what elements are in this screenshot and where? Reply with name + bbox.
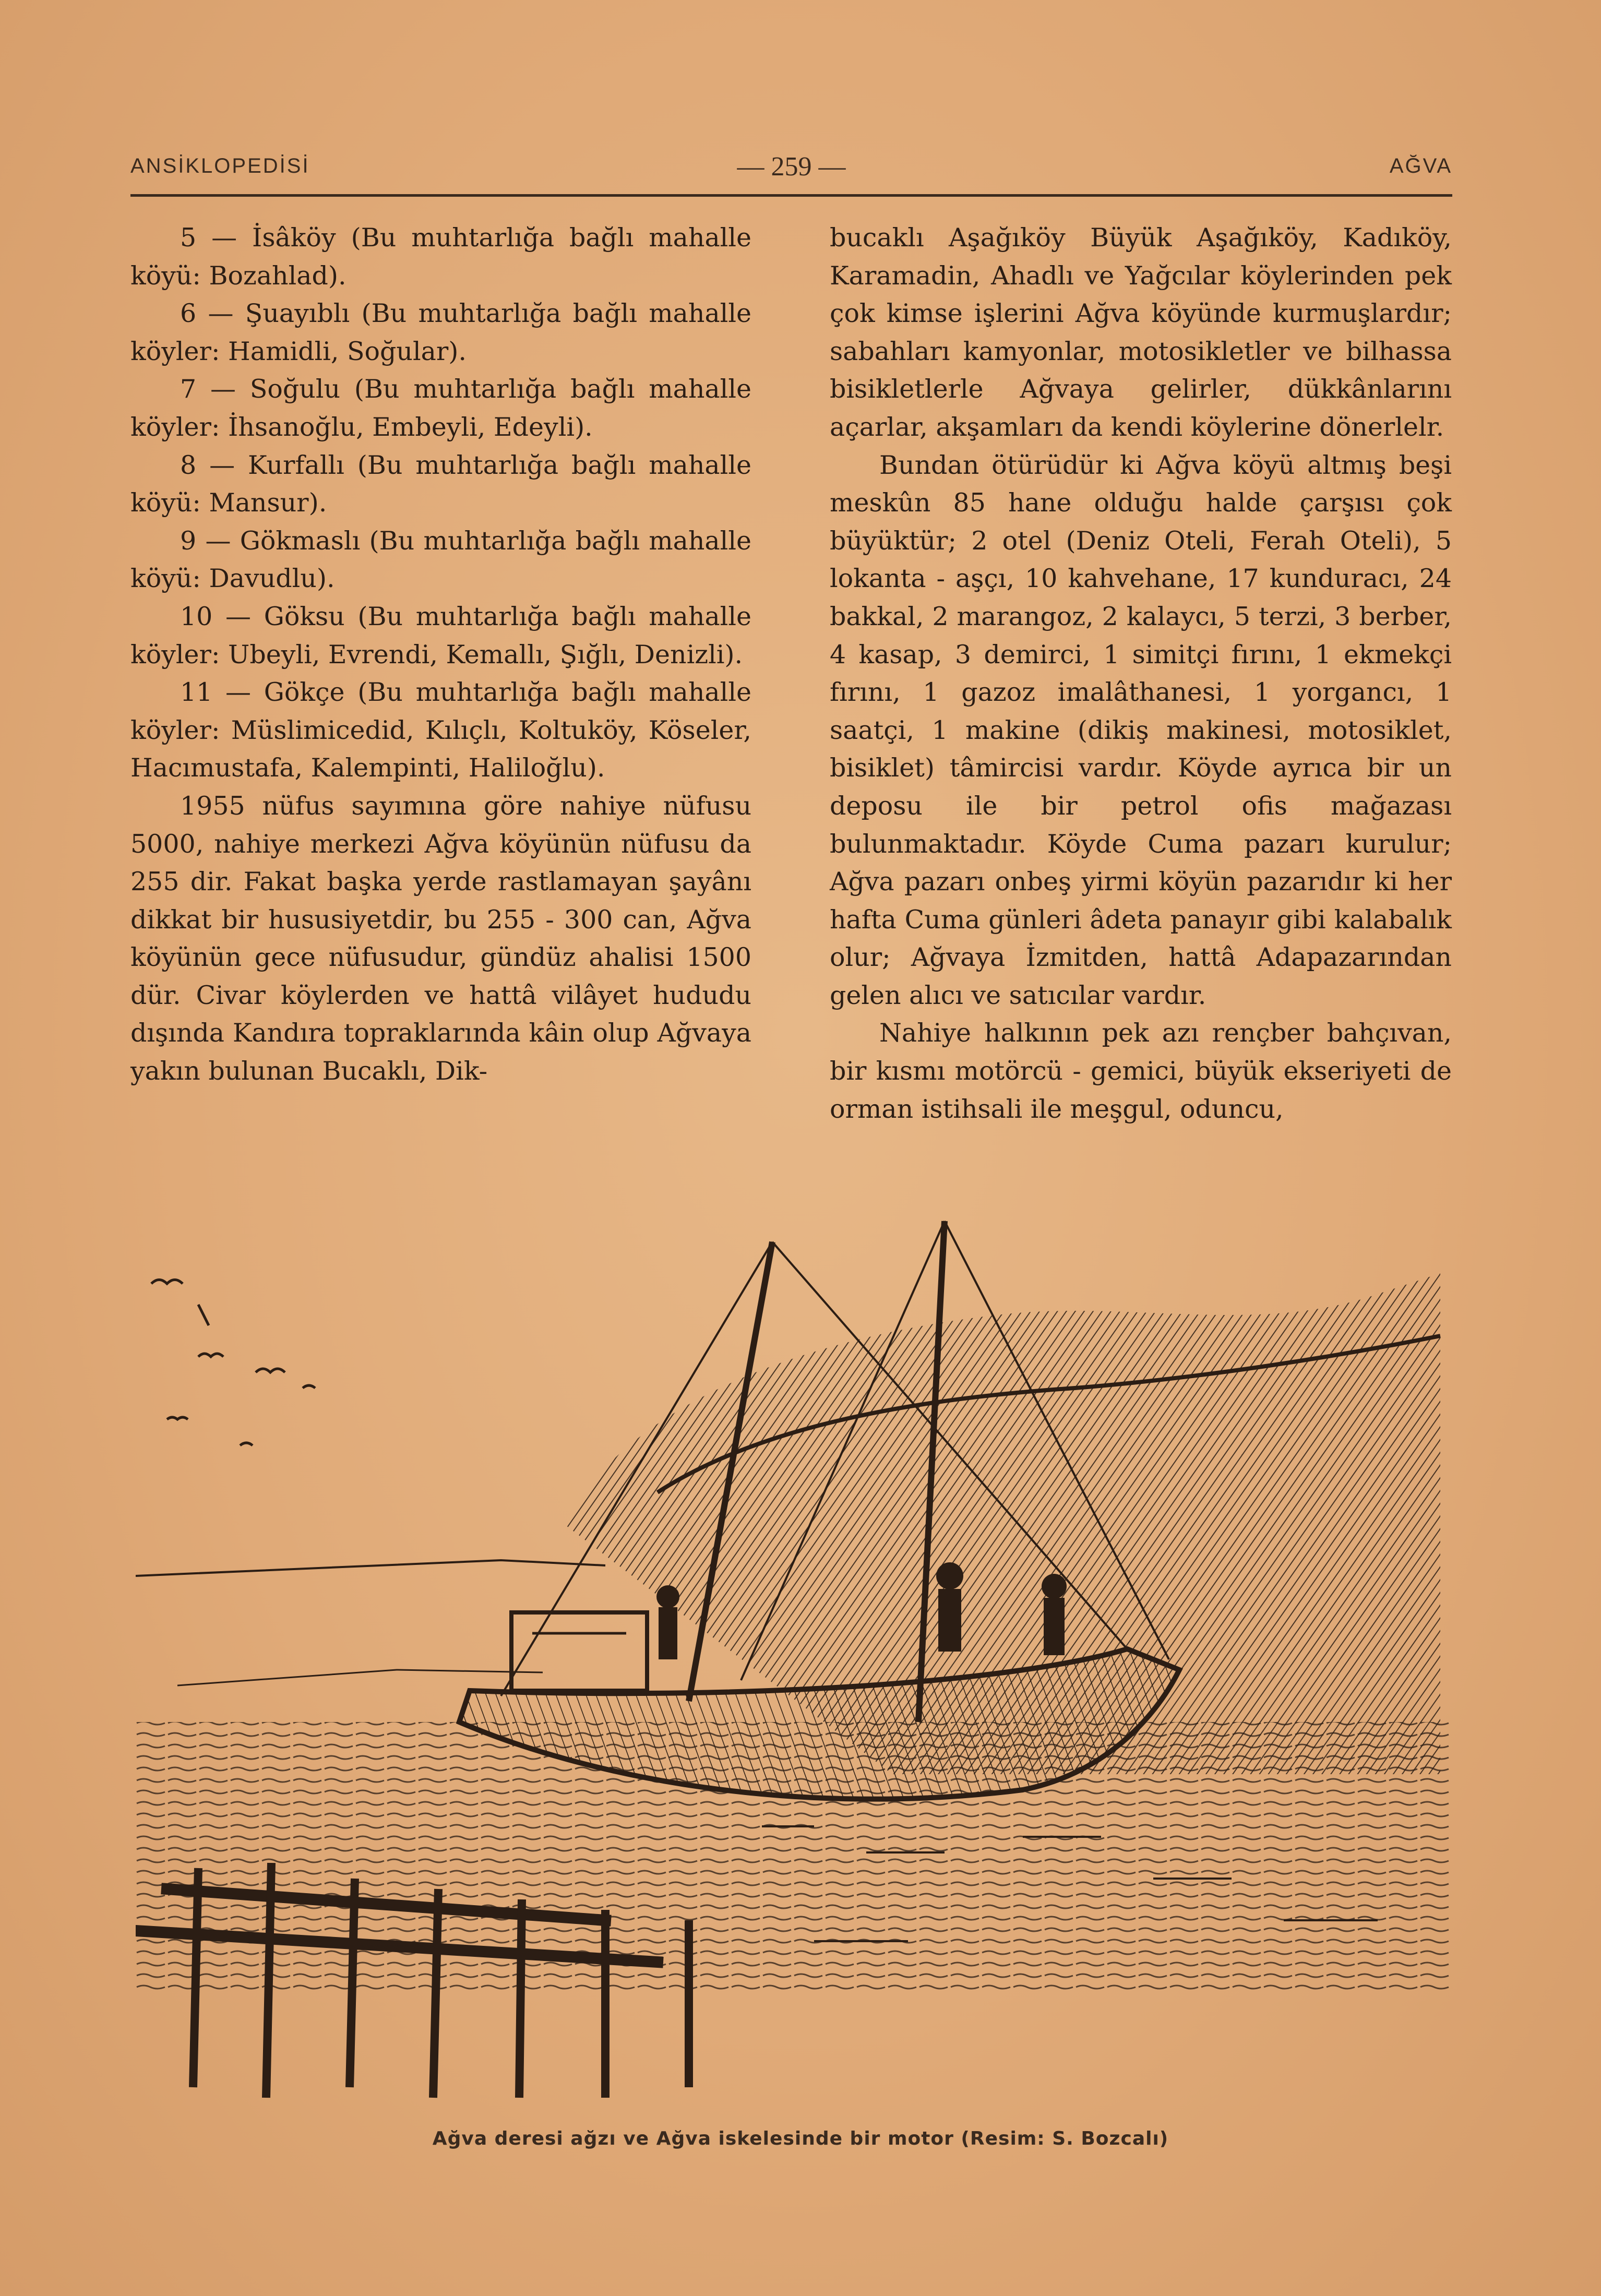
left-column bbox=[130, 219, 751, 1091]
paragraph: bucaklı Aşağıköy Büyük Aşağıköy, Kadıköy, Karamadin, Ahadlı ve Yağcılar köylerinden pek çok kimse işlerini Ağva köyünde kurmuşlardır; sabahları kamyonlar, motosikletler ve bilhassa bisikletlerle Ağvaya gelirler, dükkânlarını açarlar, akşamları da kendi köylerine dönerlelr. bbox=[830, 223, 1452, 442]
running-header bbox=[130, 151, 1452, 193]
paragraph: Bundan ötürüdür ki Ağva köyü altmış beşi meskûn 85 hane olduğu halde çarşısı çok büyüktür; 2 otel (Deniz Oteli, Ferah Oteli), 5 lokanta - aşçı, 10 kahvehane, 17 kunduracı, 24 bakkal, 2 marangoz, 2 kalaycı, 5 terzi, 3 berber, 4 kasap, 3 demirci, 1 simitçi fırını, 1 ekmekçi fırını, 1 gazoz imalâthanesi, 1 yorgancı, 1 saatçi, 1 makine (dikiş makinesi, motosiklet, bisiklet) tâmircisi vardır. Köyde ayrıca bir un deposu ile bir petrol ofis mağazası bulunmaktadır. Köyde Cuma pazarı kurulur; Ağva pazarı onbeş yirmi köyün pazarıdır ki her hafta Cuma günleri âdeta panayır gibi kalabalık olur; Ağvaya İzmitden, hattâ Adapazarından gelen alıcı ve satıcılar vardır. bbox=[830, 450, 1452, 1010]
boat-illustration bbox=[136, 1200, 1451, 2113]
paragraph: 9 — Gökmaslı (Bu muhtarlığa bağlı mahalle köyü: Davudlu). bbox=[130, 525, 751, 594]
figure-caption: Ağva deresi ağzı ve Ağva iskelesinde bir motor (Resim: S. Bozcalı) bbox=[432, 2128, 1169, 2149]
paragraph: 8 — Kurfallı (Bu muhtarlığa bağlı mahalle köyü: Mansur). bbox=[130, 450, 751, 518]
header-rule bbox=[130, 194, 1452, 197]
header-left: ANSİKLOPEDİSİ bbox=[130, 154, 310, 177]
header-right: AĞVA bbox=[1389, 154, 1452, 177]
page-number: — 259 — bbox=[737, 152, 846, 182]
paragraph: 7 — Soğulu (Bu muhtarlığa bağlı mahalle köyler: İhsanoğlu, Embeyli, Edeyli). bbox=[130, 374, 751, 442]
paragraph: Nahiye halkının pek azı rençber bahçıvan, bir kısmı motörcü - gemici, büyük ekseriyeti de orman istihsali ile meşgul, oduncu, bbox=[830, 1018, 1452, 1124]
etching-drawing bbox=[136, 1200, 1451, 2113]
paragraph: 1955 nüfus sayımına göre nahiye nüfusu 5000, nahiye merkezi Ağva köyünün nüfusu da 255 dir. Fakat başka yerde rastlamayan şayânı dikkat bir hususiyetdir, bu 255 - 300 can, Ağva köyünün gece nüfusudur, gündüz ahalisi 1500 dür. Civar köylerden ve hattâ vilâyet hududu dışında Kandıra topraklarında kâin olup Ağvaya yakın bulunan Bucaklı, Dik- bbox=[130, 791, 751, 1086]
right-column bbox=[830, 219, 1452, 1128]
boat-cabin-icon bbox=[511, 1612, 647, 1691]
paragraph: 10 — Göksu (Bu muhtarlığa bağlı mahalle köyler: Ubeyli, Evrendi, Kemallı, Şığlı, Denizli). bbox=[130, 601, 751, 669]
paragraph: 5 — İsâköy (Bu muhtarlığa bağlı mahalle köyü: Bozahlad). bbox=[130, 223, 751, 291]
birds-icon bbox=[151, 1280, 315, 1446]
paragraph: 6 — Şuayıblı (Bu muhtarlığa bağlı mahalle köyler: Hamidli, Soğular). bbox=[130, 298, 751, 366]
paragraph: 11 — Gökçe (Bu muhtarlığa bağlı mahalle köyler: Müslimicedid, Kılıçlı, Koltuköy, Köseler, Hacımustafa, Kalempinti, Haliloğlu). bbox=[130, 677, 751, 783]
